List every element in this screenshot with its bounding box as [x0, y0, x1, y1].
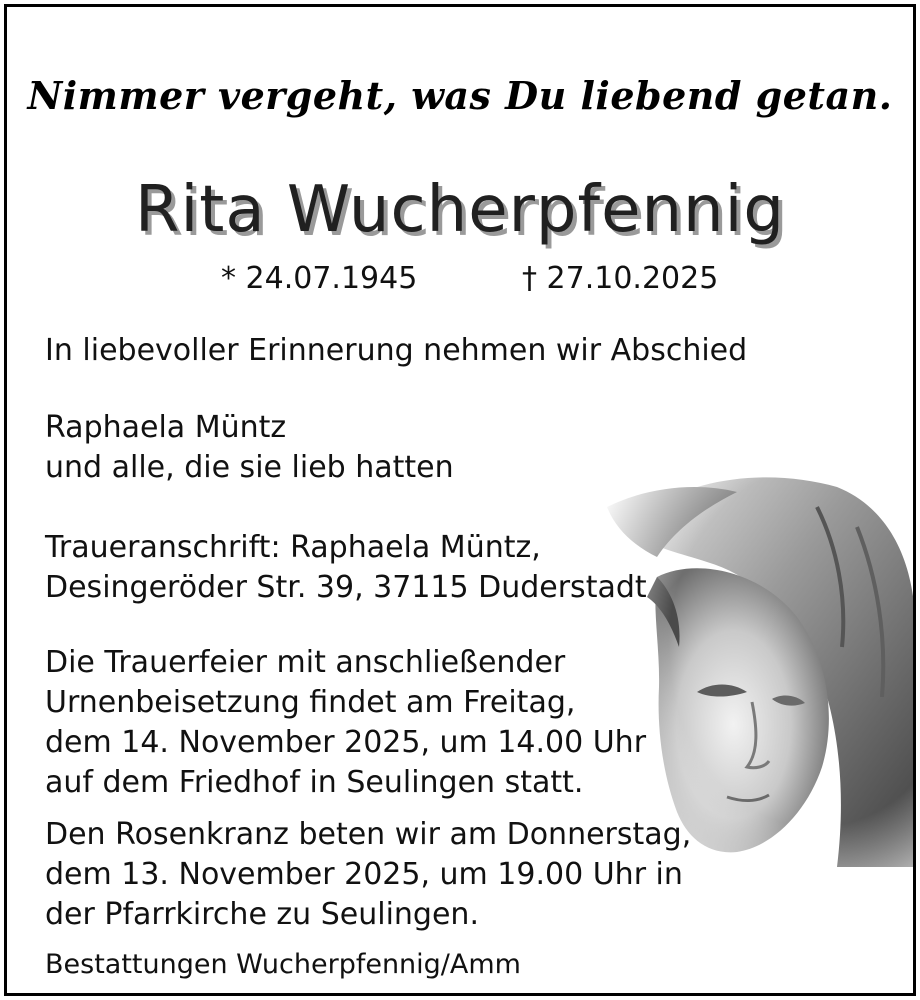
deceased-name: Rita Wucherpfennig [135, 173, 785, 247]
mourner-line: und alle, die sie lieb hatten [45, 450, 454, 485]
rosary-line: Den Rosenkranz beten wir am Donnerstag, [45, 817, 692, 852]
ceremony-line: Die Trauerfeier mit anschließender [45, 645, 566, 680]
mourners-block [45, 408, 454, 488]
ceremony-line: auf dem Friedhof in Seulingen statt. [45, 765, 584, 800]
rosary-block [45, 815, 691, 935]
address-line: Desingeröder Str. 39, 37115 Duderstadt [45, 570, 647, 605]
mourner-line: Raphaela Müntz [45, 410, 287, 445]
rosary-line: der Pfarrkirche zu Seulingen. [45, 897, 479, 932]
ceremony-line: Urnenbeisetzung findet am Freitag, [45, 685, 576, 720]
obituary-notice [4, 4, 916, 996]
undertaker-name: Bestattungen Wucherpfennig/Amm [45, 949, 521, 980]
rosary-line: dem 13. November 2025, um 19.00 Uhr in [45, 857, 683, 892]
death-date: † 27.10.2025 [522, 261, 719, 296]
ceremony-block [45, 643, 646, 803]
ceremony-line: dem 14. November 2025, um 14.00 Uhr [45, 725, 647, 760]
birth-date: * 24.07.1945 [221, 261, 418, 296]
mourning-address-block [45, 528, 647, 608]
address-line: Traueranschrift: Raphaela Müntz, [45, 530, 541, 565]
motto-heading: Nimmer vergeht, was Du liebend getan. [27, 73, 893, 118]
intro-text: In liebevoller Erinnerung nehmen wir Abschied [45, 333, 748, 368]
